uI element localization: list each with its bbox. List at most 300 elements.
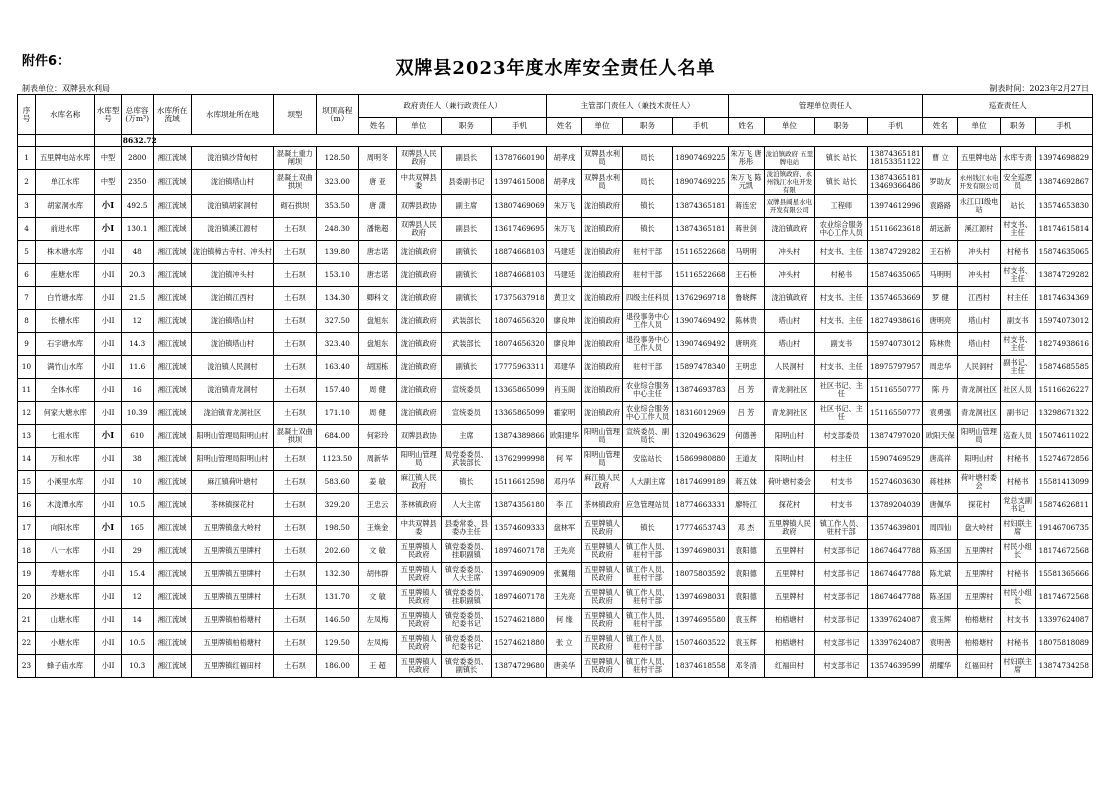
cell-patrol-name: 马明明 (923, 264, 958, 287)
table-row (18, 471, 1093, 494)
cell-basin: 湘江流域 (153, 170, 191, 195)
cell-mgmt-title: 村支书、主任 (815, 287, 868, 310)
cell-dept-phone: 18316012969 (673, 402, 728, 425)
cell-dept-name: 廖良坤 (547, 310, 582, 333)
cell-gov-name: 文 敏 (358, 540, 396, 563)
cell-mgmt-phone: 15116623618 (868, 218, 923, 241)
attachment-label: 附件6： (22, 54, 71, 69)
cell-location: 五里牌镇柏梧塘村 (191, 609, 274, 632)
cell-patrol-name: 陈圣国 (923, 540, 958, 563)
cell-patrol-title: 村主任 (1000, 287, 1035, 310)
cell-dept-name: 廖良坤 (547, 333, 582, 356)
cell-gov-unit: 五里牌镇人民政府 (397, 563, 441, 586)
cell-reservoir-type: 小II (95, 448, 121, 471)
total-blank (36, 135, 95, 147)
cell-basin: 湘江流域 (153, 517, 191, 540)
cell-dept-name: 盘林军 (547, 517, 582, 540)
cell-dept-name: 李 江 (547, 494, 582, 517)
cell-gov-name: 王 超 (358, 655, 396, 678)
cell-patrol-unit: 冲头村 (958, 264, 1000, 287)
cell-mgmt-name: 朱万飞 陈元凯 (728, 170, 764, 195)
cell-capacity: 165 (121, 517, 153, 540)
cell-dept-name: 王先亮 (547, 540, 582, 563)
header-basin: 水库所在流域 (153, 95, 191, 135)
cell-dept-name: 胡孝戌 (547, 170, 582, 195)
cell-reservoir-type: 小I (95, 517, 121, 540)
cell-mgmt-phone: 15116550777 (868, 402, 923, 425)
cell-patrol-name: 陈 丹 (923, 379, 958, 402)
cell-dept-unit: 双牌县水利局 (582, 147, 622, 170)
cell-gov-phone: 15274621880 (492, 609, 547, 632)
cell-seq: 11 (18, 379, 36, 402)
cell-crest-height: 134.30 (316, 287, 358, 310)
cell-dept-unit: 五里牌镇人民政府 (582, 586, 622, 609)
cell-mgmt-unit: 泷泊镇政府、永州钱江水电开发有限 (764, 170, 815, 195)
cell-gov-unit: 泷泊镇政府 (397, 287, 441, 310)
cell-patrol-title: 村妇联主席 (1000, 655, 1035, 678)
table-row (18, 241, 1093, 264)
cell-gov-phone: 13874356180 (492, 494, 547, 517)
cell-gov-title: 县委副书记 (441, 170, 492, 195)
cell-reservoir-name: 七祖水库 (36, 425, 95, 448)
cell-dept-unit: 泷泊镇政府 (582, 218, 622, 241)
cell-mgmt-unit: 荷叶塘村委会 (764, 471, 815, 494)
cell-dam-type: 土石坝 (274, 563, 316, 586)
cell-gov-name: 盘旭东 (358, 310, 396, 333)
cell-capacity: 15.4 (121, 563, 153, 586)
cell-location: 泷泊镇冲头村 (191, 264, 274, 287)
cell-gov-title: 主席 (441, 425, 492, 448)
cell-dept-name: 邓建华 (547, 356, 582, 379)
cell-mgmt-title: 村支书、主任 (815, 310, 868, 333)
cell-gov-phone: 13874389866 (492, 425, 547, 448)
cell-mgmt-phone: 13397624087 (868, 609, 923, 632)
cell-patrol-unit: 江西村 (958, 287, 1000, 310)
cell-patrol-unit: 红福田村 (958, 655, 1000, 678)
cell-patrol-phone: 13874734258 (1035, 655, 1092, 678)
cell-dept-title: 退役事务中心工作人员 (622, 310, 673, 333)
table-row (18, 540, 1093, 563)
cell-mgmt-title: 村支部书记 (815, 632, 868, 655)
cell-mgmt-name: 唐明亮 (728, 333, 764, 356)
cell-capacity: 20.3 (121, 264, 153, 287)
cell-mgmt-unit: 红福田村 (764, 655, 815, 678)
cell-seq: 3 (18, 195, 36, 218)
cell-capacity: 14.3 (121, 333, 153, 356)
cell-dept-unit: 泷泊镇政府 (582, 356, 622, 379)
cell-gov-phone: 15274621880 (492, 632, 547, 655)
cell-patrol-name: 陈尤斌 (923, 563, 958, 586)
cell-dept-title: 退役事务中心工作人员 (622, 333, 673, 356)
cell-seq: 18 (18, 540, 36, 563)
cell-gov-title: 县委常委、县委办主任 (441, 517, 492, 540)
cell-gov-title: 宣统委员 (441, 402, 492, 425)
cell-basin: 湘江流域 (153, 287, 191, 310)
cell-reservoir-name: 座塘水库 (36, 264, 95, 287)
cell-patrol-unit: 塔山村 (958, 310, 1000, 333)
cell-mgmt-name: 廖特江 (728, 494, 764, 517)
cell-reservoir-name: 八一水库 (36, 540, 95, 563)
cell-dept-name: 胡孝戌 (547, 147, 582, 170)
cell-reservoir-type: 小II (95, 540, 121, 563)
cell-gov-unit: 中共双牌县委 (397, 517, 441, 540)
cell-dept-name: 黄卫文 (547, 287, 582, 310)
cell-mgmt-phone: 15907469529 (868, 448, 923, 471)
cell-location: 泷泊镇溪江源村 (191, 218, 274, 241)
cell-reservoir-type: 小II (95, 471, 121, 494)
cell-mgmt-unit: 泷泊镇政府 五里牌电站 (764, 147, 815, 170)
cell-patrol-name: 唐明亮 (923, 310, 958, 333)
cell-patrol-phone: 15974073012 (1035, 310, 1092, 333)
cell-basin: 湘江流域 (153, 195, 191, 218)
cell-patrol-unit: 探花村 (958, 494, 1000, 517)
cell-dam-type: 土石坝 (274, 586, 316, 609)
cell-mgmt-name: 吕 芳 (728, 379, 764, 402)
cell-dept-title: 安监站长 (622, 448, 673, 471)
cell-capacity: 2350 (121, 170, 153, 195)
cell-gov-name: 姜 敏 (358, 471, 396, 494)
subheader-gov-phone: 手机 (492, 118, 547, 135)
cell-reservoir-type: 中型 (95, 170, 121, 195)
cell-reservoir-type: 小II (95, 563, 121, 586)
total-blank (153, 135, 1092, 147)
cell-gov-name: 左凤梅 (358, 632, 396, 655)
cell-patrol-phone: 13874692867 (1035, 170, 1092, 195)
cell-crest-height: 583.60 (316, 471, 358, 494)
subheader-dept-name: 姓名 (547, 118, 582, 135)
cell-gov-unit: 双牌县政协 (397, 425, 441, 448)
table-row (18, 195, 1093, 218)
cell-mgmt-phone: 15274603630 (868, 471, 923, 494)
cell-dept-title: 驻村干部 (622, 356, 673, 379)
cell-dam-type: 土石坝 (274, 287, 316, 310)
cell-dept-name: 唐美华 (547, 655, 582, 678)
cell-capacity: 10.5 (121, 494, 153, 517)
cell-mgmt-title: 村支书 (815, 494, 868, 517)
cell-gov-phone: 18074656320 (492, 333, 547, 356)
cell-mgmt-title: 村支部书记 (815, 540, 868, 563)
cell-mgmt-title: 村支部书记 (815, 586, 868, 609)
cell-mgmt-phone: 18674647788 (868, 540, 923, 563)
cell-reservoir-name: 石字塘水库 (36, 333, 95, 356)
cell-mgmt-unit: 五里牌村 (764, 563, 815, 586)
cell-dept-title: 宣统委员、副局长 (622, 425, 673, 448)
cell-seq: 10 (18, 356, 36, 379)
cell-dept-unit: 泷泊镇政府 (582, 195, 622, 218)
cell-patrol-phone: 15581413099 (1035, 471, 1092, 494)
cell-crest-height: 157.40 (316, 379, 358, 402)
table-row (18, 425, 1093, 448)
cell-reservoir-name: 小塘水库 (36, 632, 95, 655)
cell-patrol-name: 曹 立 (923, 147, 958, 170)
cell-patrol-unit: 五里牌电站 (958, 147, 1000, 170)
cell-dept-phone: 17774653743 (673, 517, 728, 540)
cell-basin: 湘江流域 (153, 494, 191, 517)
cell-reservoir-type: 小II (95, 241, 121, 264)
cell-dept-phone: 13874693783 (673, 379, 728, 402)
cell-location: 泷泊镇沙背甸村 (191, 147, 274, 170)
cell-mgmt-unit: 冲头村 (764, 264, 815, 287)
cell-reservoir-type: 小II (95, 379, 121, 402)
cell-gov-title: 副镇长 (441, 264, 492, 287)
cell-dept-name: 马建廷 (547, 264, 582, 287)
cell-dam-type: 土石坝 (274, 241, 316, 264)
cell-dept-title: 应急管理站员 (622, 494, 673, 517)
cell-mgmt-title: 社区书记、主任 (815, 402, 868, 425)
cell-mgmt-unit: 五里牌村 (764, 540, 815, 563)
cell-seq: 5 (18, 241, 36, 264)
cell-patrol-unit: 永江口I级电站 (958, 195, 1000, 218)
subheader-mgmt-title: 职务 (815, 118, 868, 135)
cell-seq: 2 (18, 170, 36, 195)
cell-crest-height: 146.50 (316, 609, 358, 632)
cell-gov-title: 镇党委委员、纪委书记 (441, 632, 492, 655)
cell-patrol-title: 副支书 (1000, 310, 1035, 333)
cell-mgmt-unit: 阳明山村 (764, 425, 815, 448)
table-row (18, 494, 1093, 517)
cell-dept-phone: 18907469225 (673, 147, 728, 170)
cell-mgmt-name: 蒋世剑 (728, 218, 764, 241)
cell-reservoir-name: 五里牌电站水库 (36, 147, 95, 170)
cell-dam-type: 土石坝 (274, 655, 316, 678)
cell-mgmt-title: 村主任 (815, 448, 868, 471)
cell-gov-unit: 五里牌镇人民政府 (397, 655, 441, 678)
issuing-unit: 制表单位：双牌县水利局 (22, 84, 110, 93)
cell-patrol-phone: 15116626227 (1035, 379, 1092, 402)
cell-mgmt-name: 何德善 (728, 425, 764, 448)
cell-seq: 22 (18, 632, 36, 655)
header-seq: 序号 (18, 95, 36, 135)
table-row (18, 448, 1093, 471)
subheader-gov-title: 职务 (441, 118, 492, 135)
cell-mgmt-phone: 15874635065 (868, 264, 923, 287)
cell-mgmt-name: 马明明 (728, 241, 764, 264)
cell-dept-title: 镇工作人员、驻村干部 (622, 632, 673, 655)
subheader-gov-name: 姓名 (358, 118, 396, 135)
cell-basin: 湘江流域 (153, 448, 191, 471)
cell-dept-title: 镇长 (622, 218, 673, 241)
cell-gov-phone: 17375637918 (492, 287, 547, 310)
cell-reservoir-type: 小I (95, 425, 121, 448)
cell-patrol-title: 村秘书 (1000, 632, 1035, 655)
cell-patrol-unit: 人民洞村 (958, 356, 1000, 379)
cell-patrol-phone: 18174672568 (1035, 540, 1092, 563)
cell-mgmt-title: 村支书、主任 (815, 241, 868, 264)
cell-patrol-unit: 荷叶塘村委会 (958, 471, 1000, 494)
cell-dept-phone: 13874365181 (673, 218, 728, 241)
subheader-gov-unit: 单位 (397, 118, 441, 135)
cell-gov-name: 周新华 (358, 448, 396, 471)
cell-seq: 13 (18, 425, 36, 448)
cell-patrol-name: 陈林贵 (923, 333, 958, 356)
cell-dept-title: 镇工作人员、驻村干部 (622, 563, 673, 586)
cell-dept-name: 王先亮 (547, 586, 582, 609)
cell-dam-type: 土石坝 (274, 517, 316, 540)
cell-patrol-name: 周忠华 (923, 356, 958, 379)
cell-mgmt-unit: 五里牌村 (764, 586, 815, 609)
cell-gov-name: 周 健 (358, 379, 396, 402)
subheader-dept-unit: 单位 (582, 118, 622, 135)
cell-mgmt-title: 镇工作人员、驻村干部 (815, 517, 868, 540)
cell-location: 泷泊镇人民洞村 (191, 356, 274, 379)
cell-patrol-unit: 冲头村 (958, 241, 1000, 264)
cell-mgmt-name: 袁玉辉 (728, 632, 764, 655)
cell-basin: 湘江流域 (153, 356, 191, 379)
cell-reservoir-type: 小II (95, 494, 121, 517)
table-row (18, 333, 1093, 356)
cell-dept-phone: 15116522668 (673, 241, 728, 264)
cell-reservoir-type: 小II (95, 655, 121, 678)
cell-gov-title: 副主席 (441, 195, 492, 218)
cell-gov-unit: 泷泊镇政府 (397, 356, 441, 379)
cell-dept-unit: 泷泊镇政府 (582, 333, 622, 356)
cell-dam-type: 土石坝 (274, 471, 316, 494)
cell-mgmt-unit: 五里牌镇人民政府 (764, 517, 815, 540)
cell-patrol-name: 胡耀华 (923, 655, 958, 678)
cell-mgmt-phone: 13574639801 (868, 517, 923, 540)
cell-dept-phone: 18075803592 (673, 563, 728, 586)
cell-reservoir-type: 小II (95, 632, 121, 655)
cell-location: 五里牌镇红福田村 (191, 655, 274, 678)
cell-capacity: 12 (121, 586, 153, 609)
cell-mgmt-title: 镇长 站长 (815, 170, 868, 195)
cell-seq: 12 (18, 402, 36, 425)
cell-patrol-title: 安全巡逻员 (1000, 170, 1035, 195)
cell-patrol-title: 社区人员 (1000, 379, 1035, 402)
cell-mgmt-phone: 18274938616 (868, 310, 923, 333)
cell-mgmt-unit: 探花村 (764, 494, 815, 517)
header-gov: 政府责任人（兼行政责任人） (358, 95, 547, 118)
cell-reservoir-name: 胡家洞水库 (36, 195, 95, 218)
reservoir-responsibility-table (17, 94, 1093, 678)
cell-patrol-unit: 柏梧塘村 (958, 609, 1000, 632)
cell-capacity: 14 (121, 609, 153, 632)
cell-gov-phone: 17775963311 (492, 356, 547, 379)
cell-mgmt-name: 朱万飞 唐彤彤 (728, 147, 764, 170)
cell-mgmt-title: 村支部委员 (815, 425, 868, 448)
cell-mgmt-phone: 18674647788 (868, 563, 923, 586)
cell-dept-phone: 13974698031 (673, 540, 728, 563)
cell-gov-name: 何彩玲 (358, 425, 396, 448)
cell-capacity: 492.5 (121, 195, 153, 218)
cell-crest-height: 353.50 (316, 195, 358, 218)
cell-patrol-phone: 15074611022 (1035, 425, 1092, 448)
cell-patrol-name: 王石桥 (923, 241, 958, 264)
subheader-mgmt-phone: 手机 (868, 118, 923, 135)
cell-gov-phone: 13762999998 (492, 448, 547, 471)
cell-dept-phone: 13974695580 (673, 609, 728, 632)
cell-mgmt-unit: 青龙洞社区 (764, 402, 815, 425)
cell-mgmt-name: 吕 芳 (728, 402, 764, 425)
cell-mgmt-name: 陈林贵 (728, 310, 764, 333)
cell-reservoir-type: 小II (95, 310, 121, 333)
cell-patrol-unit: 永州钱江水电开发有限公司 (958, 170, 1000, 195)
cell-gov-unit: 泷泊镇政府 (397, 264, 441, 287)
cell-mgmt-name: 蒋连宏 (728, 195, 764, 218)
cell-dept-unit: 五里牌镇人民政府 (582, 517, 622, 540)
cell-patrol-title: 村支书、主任 (1000, 218, 1035, 241)
cell-gov-unit: 泷泊镇政府 (397, 379, 441, 402)
header-name: 水库名称 (36, 95, 95, 135)
cell-basin: 湘江流域 (153, 632, 191, 655)
cell-reservoir-type: 中型 (95, 147, 121, 170)
cell-gov-unit: 泷泊镇政府 (397, 402, 441, 425)
cell-dept-phone: 15869980880 (673, 448, 728, 471)
cell-gov-phone: 13807469069 (492, 195, 547, 218)
cell-patrol-unit: 阳明山管理局 (958, 425, 1000, 448)
cell-mgmt-name: 鲁晓辉 (728, 287, 764, 310)
cell-patrol-title: 巡查人员 (1000, 425, 1035, 448)
cell-location: 泷泊镇塔山村 (191, 170, 274, 195)
cell-basin: 湘江流域 (153, 563, 191, 586)
cell-patrol-name: 罗助友 (923, 170, 958, 195)
cell-gov-phone: 13365865099 (492, 402, 547, 425)
cell-location: 五里牌镇五里牌村 (191, 540, 274, 563)
cell-patrol-phone: 13298671322 (1035, 402, 1092, 425)
cell-patrol-unit: 柏梧塘村 (958, 632, 1000, 655)
cell-mgmt-unit: 塔山村 (764, 310, 815, 333)
cell-dept-unit: 五里牌镇人民政府 (582, 609, 622, 632)
cell-patrol-title: 副书记、主任 (1000, 356, 1035, 379)
cell-location: 泷泊镇江西村 (191, 287, 274, 310)
cell-capacity: 10.3 (121, 655, 153, 678)
cell-mgmt-phone: 13974612996 (868, 195, 923, 218)
cell-reservoir-name: 小溪里水库 (36, 471, 95, 494)
cell-crest-height: 248.30 (316, 218, 358, 241)
cell-patrol-title: 村民小组长 (1000, 540, 1035, 563)
cell-gov-name: 潘艳超 (358, 218, 396, 241)
cell-dept-name: 马建廷 (547, 241, 582, 264)
cell-mgmt-unit: 泷泊镇政府 (764, 287, 815, 310)
cell-dept-phone: 13204963629 (673, 425, 728, 448)
cell-seq: 19 (18, 563, 36, 586)
cell-mgmt-unit: 人民洞村 (764, 356, 815, 379)
cell-gov-title: 副镇长 (441, 356, 492, 379)
cell-gov-name: 唐 潇 (358, 195, 396, 218)
cell-dept-phone: 13874365181 (673, 195, 728, 218)
cell-reservoir-type: 小I (95, 218, 121, 241)
cell-patrol-title: 党总支副书记 (1000, 494, 1035, 517)
cell-patrol-name: 唐佩华 (923, 494, 958, 517)
cell-mgmt-title: 镇长 站长 (815, 147, 868, 170)
cell-dept-phone: 13974698031 (673, 586, 728, 609)
cell-crest-height: 163.40 (316, 356, 358, 379)
cell-gov-phone: 18874668103 (492, 264, 547, 287)
cell-gov-title: 镇党委委员、副镇长 (441, 655, 492, 678)
cell-patrol-phone: 15874685585 (1035, 356, 1092, 379)
cell-gov-title: 人大主席 (441, 494, 492, 517)
cell-patrol-title: 副书记 (1000, 402, 1035, 425)
cell-dept-unit: 泷泊镇政府 (582, 241, 622, 264)
subheader-patrol-name: 姓名 (923, 118, 958, 135)
cell-crest-height: 323.40 (316, 333, 358, 356)
header-type: 水库型号 (95, 95, 121, 135)
cell-dept-name: 欧阳建华 (547, 425, 582, 448)
total-capacity: 8632.72 (122, 135, 157, 145)
subheader-patrol-title: 职务 (1000, 118, 1035, 135)
cell-dam-type: 土石坝 (274, 402, 316, 425)
cell-gov-phone: 13365865099 (492, 379, 547, 402)
cell-basin: 湘江流域 (153, 218, 191, 241)
cell-dam-type: 土石坝 (274, 609, 316, 632)
header-height: 坝顶高程（m） (316, 95, 358, 135)
cell-dept-phone: 18374618558 (673, 655, 728, 678)
cell-basin: 湘江流域 (153, 425, 191, 448)
cell-location: 阳明山管理局阳明山村 (191, 448, 274, 471)
cell-gov-title: 副县长 (441, 218, 492, 241)
cell-mgmt-name: 袁玉辉 (728, 609, 764, 632)
cell-capacity: 48 (121, 241, 153, 264)
